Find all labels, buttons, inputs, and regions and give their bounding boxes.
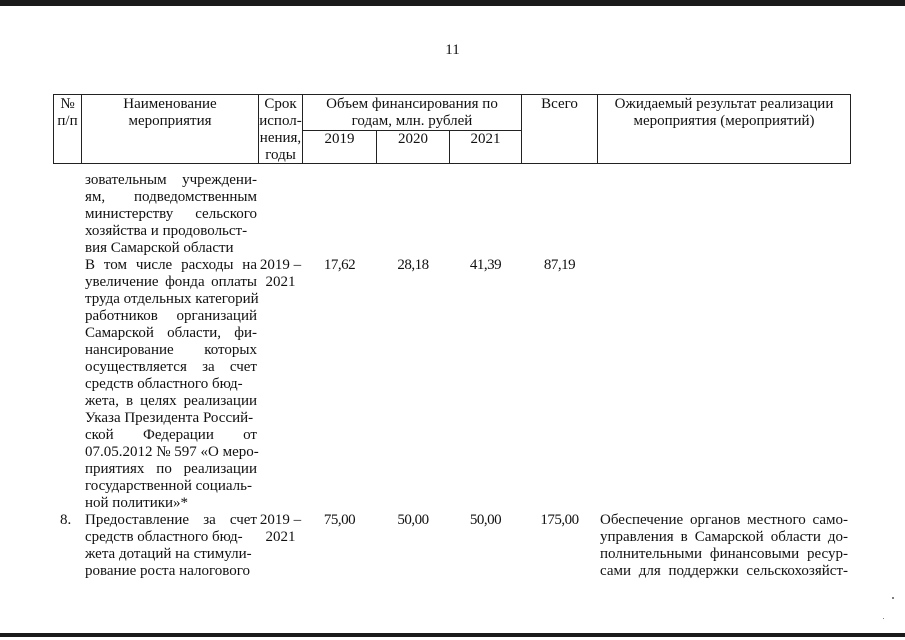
header-name: Наименование мероприятия <box>123 96 217 129</box>
header-year-2021: 2021 <box>470 131 501 147</box>
header-year-2020: 2020 <box>398 131 428 147</box>
header-year-2019: 2019 <box>324 131 355 147</box>
header-result: Ожидаемый результат реализации мероприятия (мероприятий) <box>614 96 834 129</box>
header-total: Всего <box>541 96 578 112</box>
result-line: Обеспечение органов местного само- <box>600 512 848 528</box>
top-border <box>0 0 905 6</box>
header-funding: Объем финансирования по годам, млн. рублей <box>326 96 498 129</box>
value-2019: 17,62 <box>323 257 356 273</box>
term-cell: 2019 – <box>259 512 302 528</box>
result-line: сами для поддержки сельскохозяйст- <box>600 563 848 579</box>
result-line: управления в Самарской области до- <box>600 529 848 545</box>
row-number: 8. <box>60 512 72 528</box>
value-2021: 41,39 <box>469 257 502 273</box>
value-2019: 75,00 <box>323 512 356 528</box>
value-total: 87,19 <box>543 257 576 273</box>
term-cell: 2021 <box>265 274 296 290</box>
result-line: полнительными финансовыми ресур- <box>600 546 848 562</box>
header-bottom-border <box>53 163 850 164</box>
bottom-border <box>0 633 905 637</box>
scan-speck <box>883 618 884 619</box>
value-2020: 28,18 <box>397 257 429 273</box>
value-2021: 50,00 <box>469 512 502 528</box>
value-total: 175,00 <box>540 512 579 528</box>
header-num: № п/п <box>57 96 78 129</box>
scan-speck <box>892 597 894 599</box>
term-cell: 2019 – <box>259 257 302 273</box>
header-term: Срок испол- нения, годы <box>259 96 302 163</box>
page-number: 11 <box>445 42 460 58</box>
term-cell: 2021 <box>265 529 296 545</box>
table-top-border <box>53 94 850 95</box>
value-2020: 50,00 <box>397 512 429 528</box>
